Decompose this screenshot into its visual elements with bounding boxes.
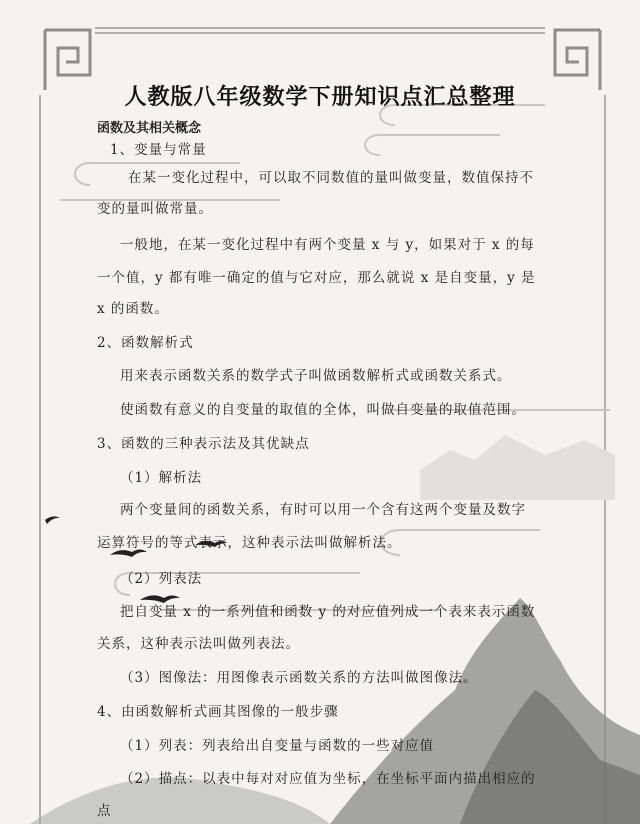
heading-2-function-expression: 2、函数解析式 — [97, 335, 194, 351]
paragraph-line: 使函数有意义的自变量的取值的全体，叫做自变量的取值范围。 — [120, 402, 526, 418]
heading-1-variables: 1、变量与常量 — [110, 142, 207, 158]
heading-4-graphing-steps: 4、由函数解析式画其图像的一般步骤 — [97, 704, 339, 720]
paragraph-line: 一般地，在某一变化过程中有两个变量 x 与 y，如果对于 x 的每 — [120, 237, 535, 253]
paragraph-line: 关系，这种表示法叫做列表法。 — [97, 636, 300, 652]
paragraph-line: 变的量叫做常量。 — [97, 201, 213, 217]
paragraph-line: 点 — [97, 803, 112, 819]
paragraph-line: 两个变量间的函数关系，有时可以用一个含有这两个变量及数字 — [120, 502, 526, 518]
subheading-graph: （3）图像法：用图像表示函数关系的方法叫做图像法。 — [120, 670, 478, 686]
flying-birds — [45, 516, 227, 603]
distant-hills — [420, 435, 615, 500]
paragraph-line: 把自变量 x 的一系列值和函数 y 的对应值列成一个表来表示函数 — [120, 604, 536, 620]
section-heading: 函数及其相关概念 — [97, 121, 202, 136]
paragraph-line: x 的函数。 — [97, 301, 169, 317]
paragraph-line: 一个值，y 都有唯一确定的值与它对应，那么就说 x 是自变量，y 是 — [97, 270, 536, 286]
heading-3-representations: 3、函数的三种表示法及其优缺点 — [97, 436, 310, 452]
document-title: 人教版八年级数学下册知识点汇总整理 — [124, 84, 516, 110]
paragraph-line: 在某一变化过程中，可以取不同数值的量叫做变量，数值保持不 — [128, 170, 534, 186]
step-line: （1）列表：列表给出自变量与函数的一些对应值 — [120, 738, 435, 754]
paragraph-line: 运算符号的等式表示，这种表示法叫做解析法。 — [97, 535, 402, 551]
paragraph-line: 用来表示函数关系的数学式子叫做函数解析式或函数关系式。 — [120, 368, 512, 384]
step-line: （2）描点：以表中每对对应值为坐标，在坐标平面内描出相应的 — [120, 771, 536, 787]
subheading-table: （2）列表法 — [120, 571, 203, 587]
subheading-analytic: （1）解析法 — [120, 470, 203, 486]
